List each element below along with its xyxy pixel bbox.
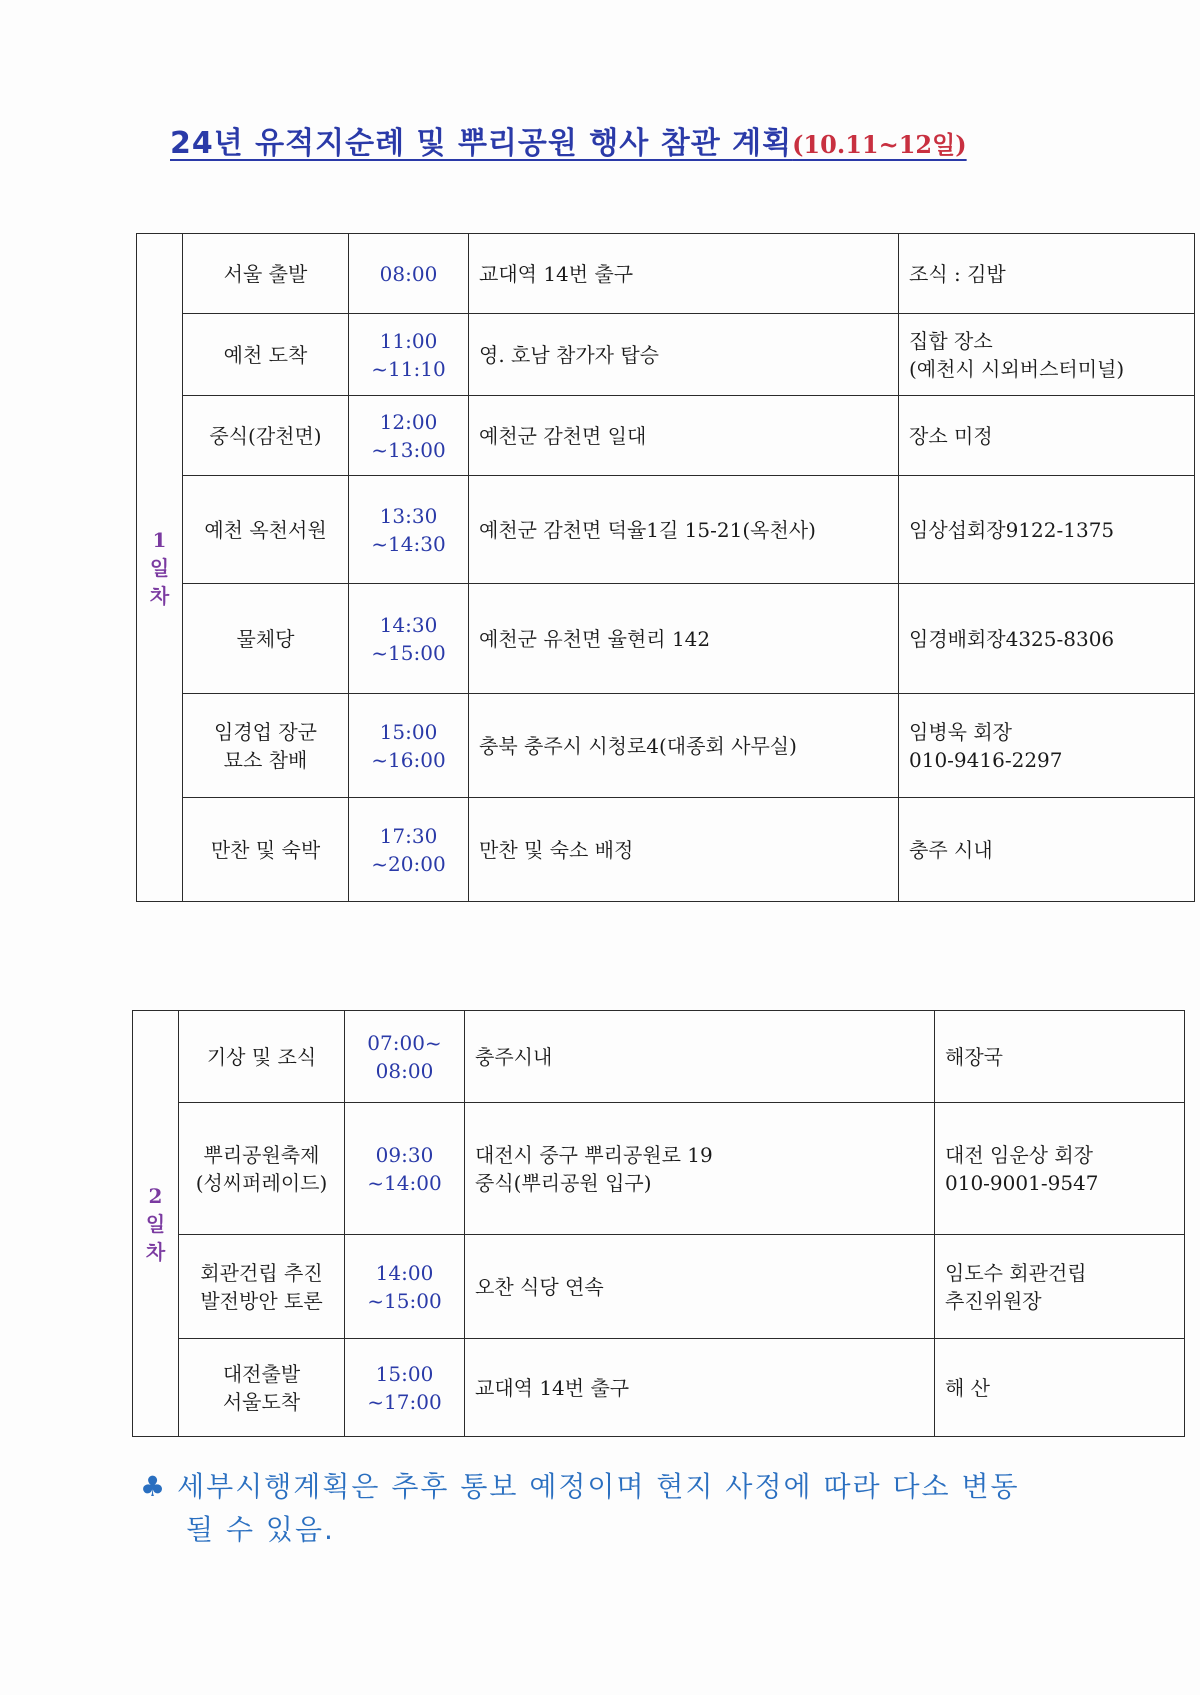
- table-row: [137, 314, 1195, 396]
- day2-schedule-table: [132, 1010, 1185, 1437]
- table-row: [137, 476, 1195, 584]
- cell-line: 1: [152, 527, 167, 552]
- cell-line: 대전 임운상 회장: [945, 1142, 1093, 1167]
- place-cell: [469, 314, 899, 396]
- cell-line: ~16:00: [371, 747, 446, 772]
- cell-line: 조식 : 김밥: [909, 261, 1006, 286]
- note-cell: [935, 1011, 1185, 1103]
- table-row: [133, 1011, 1185, 1103]
- table-row: [133, 1235, 1185, 1339]
- cell-line: 13:30: [379, 503, 438, 528]
- note-cell: [899, 234, 1195, 314]
- cell-line: 일: [145, 1211, 166, 1236]
- note-cell: [935, 1235, 1185, 1339]
- cell-line: ~17:00: [367, 1389, 442, 1414]
- event-cell: [183, 476, 349, 584]
- place-cell: [465, 1235, 935, 1339]
- time-cell: [349, 798, 469, 902]
- cell-line: 장소 미정: [909, 423, 993, 448]
- time-cell: [345, 1103, 465, 1235]
- time-cell: [345, 1011, 465, 1103]
- cell-line: ~14:00: [367, 1170, 442, 1195]
- cell-line: 010-9001-9547: [945, 1170, 1099, 1195]
- cell-line: 07:00~: [367, 1030, 442, 1055]
- cell-line: 2: [148, 1183, 163, 1208]
- place-cell: [469, 234, 899, 314]
- cell-line: 17:30: [379, 823, 438, 848]
- cell-line: ~11:10: [371, 356, 446, 381]
- cell-line: 만찬 및 숙소 배정: [479, 837, 634, 862]
- cell-line: 해 산: [945, 1375, 990, 1400]
- cell-line: 예천 옥천서원: [204, 517, 327, 542]
- cell-line: 예천 도착: [223, 342, 308, 367]
- day1-label: [137, 234, 183, 902]
- cell-line: 충북 충주시 시청로4(대종회 사무실): [479, 733, 797, 758]
- table-row: [137, 234, 1195, 314]
- table-row: [133, 1339, 1185, 1437]
- cell-line: 임병욱 회장: [909, 719, 1012, 744]
- event-cell: [179, 1011, 345, 1103]
- cell-line: 14:30: [379, 612, 438, 637]
- table-row: [137, 396, 1195, 476]
- cell-line: 오찬 식당 연속: [475, 1274, 604, 1299]
- cell-line: 해장국: [945, 1044, 1003, 1069]
- note-cell: [899, 476, 1195, 584]
- cell-line: 교대역 14번 출구: [475, 1375, 630, 1400]
- cell-line: 교대역 14번 출구: [479, 261, 634, 286]
- time-cell: [349, 396, 469, 476]
- cell-line: (성씨퍼레이드): [195, 1170, 328, 1195]
- event-cell: [183, 234, 349, 314]
- note-cell: [899, 584, 1195, 694]
- cell-line: 뿌리공원축제: [203, 1142, 320, 1167]
- cell-line: 14:00: [375, 1260, 434, 1285]
- note-cell: [899, 396, 1195, 476]
- event-cell: [179, 1235, 345, 1339]
- cell-line: 회관건립 추진: [200, 1260, 323, 1285]
- cell-line: 15:00: [375, 1361, 434, 1386]
- note-cell: [899, 694, 1195, 798]
- day1-schedule-table: [136, 233, 1195, 902]
- document-title: [170, 118, 967, 162]
- cell-line: ~13:00: [371, 437, 446, 462]
- footer-line1: 세부시행계획은 추후 통보 예정이며 현지 사정에 따라 다소 변동: [177, 1470, 1020, 1503]
- cell-line: ~20:00: [371, 851, 446, 876]
- cell-line: 충주시내: [475, 1044, 553, 1069]
- event-cell: [183, 694, 349, 798]
- cell-line: 만찬 및 숙박: [210, 837, 321, 862]
- cell-line: 일: [149, 555, 170, 580]
- cell-line: ~15:00: [367, 1288, 442, 1313]
- place-cell: [469, 584, 899, 694]
- table-row: [133, 1103, 1185, 1235]
- cell-line: ~15:00: [371, 640, 446, 665]
- table-row: [137, 584, 1195, 694]
- cell-line: 묘소 참배: [223, 747, 308, 772]
- cell-line: ~14:30: [371, 531, 446, 556]
- cell-line: 12:00: [379, 409, 438, 434]
- place-cell: [465, 1339, 935, 1437]
- note-cell: [899, 798, 1195, 902]
- cell-line: 집합 장소: [909, 328, 993, 353]
- cell-line: 영. 호남 참가자 탑승: [479, 342, 659, 367]
- place-cell: [469, 798, 899, 902]
- cell-line: 임경배회장4325-8306: [909, 626, 1115, 651]
- event-cell: [183, 396, 349, 476]
- cell-line: 차: [145, 1239, 166, 1264]
- event-cell: [179, 1103, 345, 1235]
- note-cell: [899, 314, 1195, 396]
- day2-rows: [133, 1011, 1185, 1437]
- cell-line: 010-9416-2297: [909, 747, 1063, 772]
- cell-line: 중식(감천면): [209, 423, 322, 448]
- cell-line: 충주 시내: [909, 837, 993, 862]
- place-cell: [469, 476, 899, 584]
- cell-line: 예천군 유천면 율현리 142: [479, 626, 711, 651]
- cell-line: 중식(뿌리공원 입구): [475, 1170, 652, 1195]
- cell-line: 물체당: [236, 626, 295, 651]
- time-cell: [345, 1339, 465, 1437]
- title-dates: (10.11~12일): [792, 130, 967, 159]
- cell-line: 08:00: [375, 1058, 434, 1083]
- cell-line: 예천군 감천면 덕율1길 15-21(옥천사): [479, 517, 816, 542]
- day2-label: [133, 1011, 179, 1437]
- time-cell: [349, 234, 469, 314]
- table-row: [137, 798, 1195, 902]
- footer-line2: 될 수 있음.: [186, 1513, 335, 1547]
- cell-line: 임경업 장군: [214, 719, 317, 744]
- time-cell: [349, 584, 469, 694]
- note-cell: [935, 1339, 1185, 1437]
- time-cell: [345, 1235, 465, 1339]
- cell-line: 서울 출발: [223, 261, 308, 286]
- cell-line: 08:00: [379, 261, 438, 286]
- note-cell: [935, 1103, 1185, 1235]
- event-cell: [183, 584, 349, 694]
- place-cell: [469, 694, 899, 798]
- event-cell: [179, 1339, 345, 1437]
- cell-line: 15:00: [379, 719, 438, 744]
- cell-line: 예천군 감천면 일대: [479, 423, 647, 448]
- event-cell: [183, 798, 349, 902]
- place-cell: [469, 396, 899, 476]
- cell-line: 11:00: [379, 328, 438, 353]
- club-icon: ♣: [140, 1470, 168, 1503]
- table-row: [137, 694, 1195, 798]
- cell-line: 서울도착: [222, 1389, 301, 1414]
- title-main: 24년 유적지순례 및 뿌리공원 행사 참관 계획: [170, 126, 793, 161]
- cell-line: 발전방안 토론: [200, 1288, 323, 1313]
- cell-line: (예천시 시외버스터미널): [909, 356, 1125, 381]
- cell-line: 임상섭회장9122-1375: [909, 517, 1115, 542]
- event-cell: [183, 314, 349, 396]
- cell-line: 임도수 회관건립: [945, 1260, 1087, 1285]
- footer-note: [140, 1465, 1140, 1552]
- cell-line: 기상 및 조식: [206, 1044, 317, 1069]
- cell-line: 대전시 중구 뿌리공원로 19: [475, 1142, 713, 1167]
- time-cell: [349, 476, 469, 584]
- day1-rows: [137, 234, 1195, 902]
- cell-line: 대전출발: [222, 1361, 301, 1386]
- time-cell: [349, 314, 469, 396]
- cell-line: 차: [149, 583, 170, 608]
- place-cell: [465, 1011, 935, 1103]
- time-cell: [349, 694, 469, 798]
- place-cell: [465, 1103, 935, 1235]
- cell-line: 추진위원장: [945, 1288, 1042, 1313]
- cell-line: 09:30: [375, 1142, 434, 1167]
